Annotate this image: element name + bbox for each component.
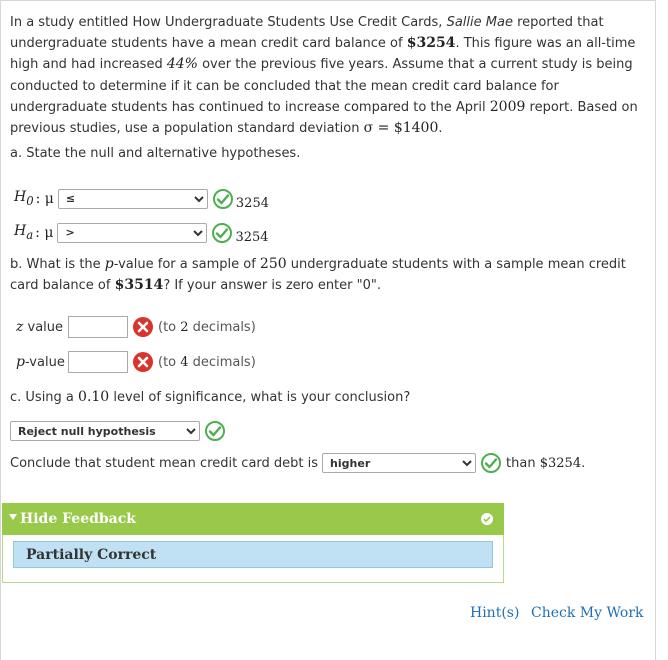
- p-hint-2: decimals): [188, 354, 256, 370]
- status-dot-icon: [480, 512, 494, 526]
- problem-text-6: .: [438, 121, 443, 137]
- z-value-input[interactable]: [68, 316, 128, 338]
- z-value-label: [16, 319, 68, 335]
- org-name: Sallie Mae: [446, 15, 513, 30]
- x-circle-icon: [132, 351, 154, 373]
- h0-letter: H: [14, 189, 27, 206]
- check-my-work-link[interactable]: Check My Work: [531, 605, 644, 621]
- check-circle-icon: [204, 420, 226, 442]
- p-value-hint: [158, 355, 256, 370]
- conclude-text: Conclude that student mean credit card debt is: [10, 455, 319, 471]
- h0-label: [14, 189, 34, 208]
- sample-size: 250: [259, 256, 287, 272]
- than-text: [506, 456, 585, 471]
- problem-text-3: . This figure was an all-time high and had increased: [10, 36, 636, 73]
- h0-mu: : μ: [35, 190, 54, 207]
- part-a-label: a. State the null and alternative hypotheses.: [10, 146, 301, 161]
- partially-correct-banner: Partially Correct: [13, 541, 493, 568]
- z-value-hint: [158, 320, 256, 335]
- conclusion-row: [10, 420, 226, 442]
- conclusion-select[interactable]: [10, 421, 200, 441]
- ha-subscript: a: [26, 227, 34, 242]
- p-var: p: [16, 354, 25, 370]
- z-hint-1: (to: [158, 319, 181, 335]
- z-hint-2: decimals): [188, 319, 256, 335]
- part-b-text-4: ? If your answer is zero enter "0".: [163, 278, 381, 293]
- than-value: $3254: [539, 455, 582, 471]
- z-hint-num: 2: [180, 319, 189, 335]
- p-value-row: [16, 351, 256, 373]
- part-b-text-2: -value for a sample of: [113, 257, 260, 272]
- than-end: .: [581, 455, 586, 471]
- feedback-body: [2, 535, 504, 583]
- part-b-text-1: b. What is the: [10, 257, 105, 272]
- part-b-text-3: undergraduate students with a sample mean credit card balance of: [10, 257, 626, 293]
- year-value: 2009: [489, 98, 526, 115]
- part-c-text-2: level of significance, what is your conclusion?: [109, 390, 411, 405]
- debt-direction-select[interactable]: [322, 453, 476, 473]
- than-label: than: [506, 455, 540, 471]
- check-circle-icon: [212, 188, 234, 210]
- h0-value: 3254: [235, 196, 269, 211]
- ha-operator-select[interactable]: [57, 223, 207, 243]
- problem-text-2: reported that undergraduate students have a mean credit card balance of: [10, 15, 604, 52]
- ha-mu: : μ: [35, 224, 54, 241]
- part-b-p: p: [104, 256, 114, 272]
- ha-letter: H: [14, 223, 27, 240]
- p-hint-num: 4: [180, 354, 189, 370]
- check-circle-icon: [211, 222, 233, 244]
- h0-row: [14, 186, 269, 211]
- p-value-input[interactable]: [68, 351, 128, 373]
- x-circle-icon: [132, 316, 154, 338]
- p-label-text: -value: [24, 355, 65, 370]
- z-value-row: [16, 316, 256, 338]
- hints-link[interactable]: Hint(s): [470, 605, 520, 621]
- h0-operator-select[interactable]: [58, 189, 208, 209]
- ha-label: [14, 223, 33, 242]
- ha-row: [14, 220, 269, 245]
- collapse-triangle-icon: [9, 514, 17, 520]
- percent-value: 44%: [166, 56, 198, 73]
- problem-text-1: In a study entitled How Undergraduate Students Use Credit Cards,: [10, 15, 447, 30]
- check-circle-icon: [480, 452, 502, 474]
- part-b-question: [10, 254, 646, 296]
- problem-text-5: report. Based on previous studies, use a population standard deviation: [10, 99, 638, 137]
- z-label-text: value: [23, 320, 64, 335]
- balance-value: $3254: [406, 35, 456, 52]
- feedback-toggle[interactable]: [2, 503, 504, 535]
- sigma-value: σ = $1400: [363, 120, 439, 137]
- part-c-question: [10, 389, 410, 405]
- part-c-text-1: c. Using a: [10, 390, 79, 405]
- debt-row: [10, 452, 585, 474]
- h0-subscript: 0: [26, 193, 34, 208]
- p-value-label: [16, 354, 68, 370]
- p-hint-1: (to: [158, 354, 181, 370]
- problem-text-4: over the previous five years. Assume that a current study is being conducted to determine if it can be concluded that the mean credit card balance for undergraduate students has continued to increase compared to the April: [10, 57, 633, 115]
- alpha-value: 0.10: [78, 389, 110, 405]
- hide-feedback-label: Hide Feedback: [20, 511, 136, 527]
- z-var: z: [16, 319, 24, 335]
- sample-mean: $3514: [114, 277, 164, 293]
- problem-text: [10, 12, 646, 139]
- ha-value: 3254: [235, 230, 269, 245]
- problem-statement: [10, 12, 646, 139]
